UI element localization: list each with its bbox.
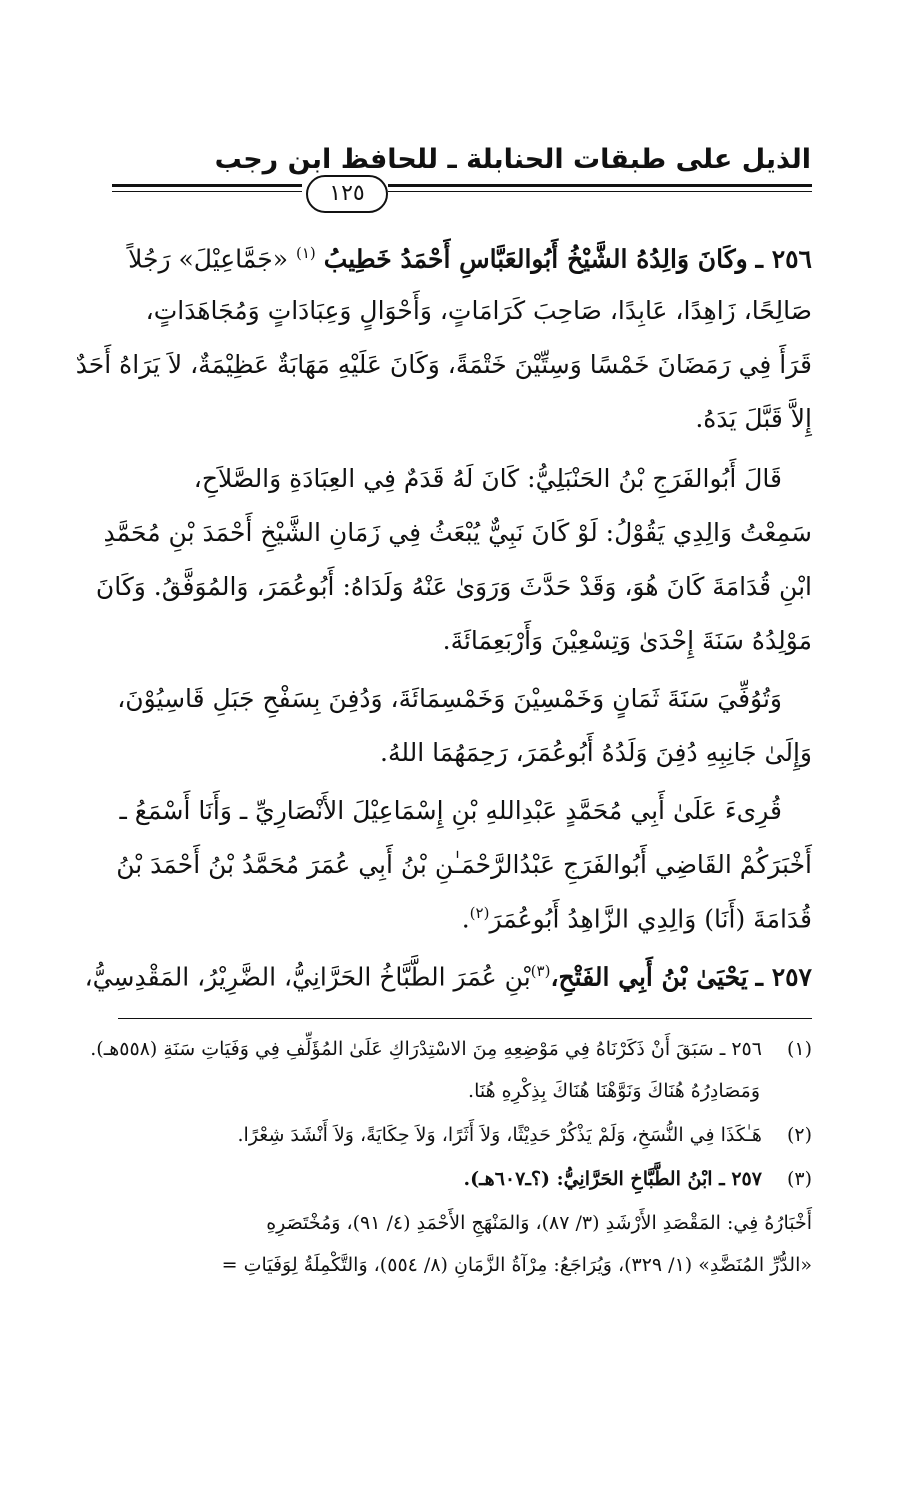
para-2-line-4: مَوْلِدُهُ سَنَةَ إِحْدَىٰ وَتِسْعِيْنَ وَأَرْبَعِمَائَةَ. <box>442 626 812 655</box>
entry-257-line-1 <box>84 962 812 992</box>
footnote-1-number: (١) <box>786 1038 812 1060</box>
header-rule <box>112 175 812 213</box>
footnote-2 <box>110 1124 812 1146</box>
footnote-3-line-3 <box>118 1254 812 1276</box>
para-4-line-1: قُرِىءَ عَلَىٰ أَبِي مُحَمَّدٍ عَبْدِاللهِ بْنِ إِسْمَاعِيْلَ الأَنْصَارِيِّ ـ وَأَنَا أَسْمَعُ ـ <box>119 796 782 825</box>
entry-256-line-2: صَالِحًا، زَاهِدًا، عَابِدًا، صَاحِبَ كَرَامَاتٍ، وَأَحْوَالٍ وَعِبَادَاتٍ وَمُجَاهَدَاتٍ، <box>145 296 812 325</box>
para-3-line-2: وَإِلَىٰ جَانِبِهِ دُفِنَ وَلَدُهُ أَبُوعُمَرَ، رَحِمَهُمَا اللهُ. <box>380 738 812 767</box>
para-4-line-3-text: قُدَامَةَ (أَنَا) وَالِدِي الزَّاهِدُ أَبُوعُمَرَ <box>489 904 812 934</box>
footnote-ref-2: (٢) <box>469 904 490 922</box>
para-2-line-2: سَمِعْتُ وَالِدِي يَقُوْلُ: لَوْ كَانَ نَبِيٌّ يُبْعَثُ فِي زَمَانِ الشَّيْخِ أَحْمَدَ بْنِ مُحَمَّدِ <box>103 518 812 547</box>
entry-256-line-3: قَرَأَ فِي رَمَضَانَ خَمْسًا وَسِتِّيْنَ خَتْمَةً، وَكَانَ عَلَيْهِ مَهَابَةٌ عَظِيْمَةٌ، لاَ يَرَاهُ أَحَدٌ <box>75 350 812 379</box>
footnote-3-text-cont-1: أَخْبَارُهُ فِي: المَقْصَدِ الأَرْشَدِ (٣/ ٨٧)، وَالمَنْهَجِ الأَحْمَدِ (٤/ ٩١)، وَمُخْتَصَرِهِ <box>266 1212 812 1234</box>
running-header-title: الذيل على طبقات الحنابلة ـ للحافظ ابن رجب <box>214 144 811 175</box>
footnote-2-text: هَـٰكَذَا فِي النُّسَخِ، وَلَمْ يَذْكُرْ حَدِيْثًا، وَلاَ أَثَرًا، وَلاَ حِكَايَةً، وَلاَ أَنْشَدَ شِعْرًا. <box>237 1124 762 1146</box>
para-4-line-2: أَخْبَرَكُمْ القَاضِي أَبُوالفَرَجِ عَبْدُالرَّحْمَـٰنِ بْنُ أَبِي عُمَرَ مُحَمَّدُ بْنُ أَحْمَدَ بْنُ <box>116 850 812 879</box>
para-2-line-1: قَالَ أَبُوالفَرَجِ بْنُ الحَنْبَلِيُّ: كَانَ لَهُ قَدَمٌ فِي العِبَادَةِ وَالصَّلاَحِ، <box>193 464 782 493</box>
footnote-1-line-1 <box>90 1038 812 1060</box>
para-3-line-1: وَتُوُفِّيَ سَنَةَ ثَمَانٍ وَخَمْسِيْنَ وَخَمْسِمَائَةَ، وَدُفِنَ بِسَفْحِ جَبَلِ قَاسِيُوْنَ، <box>117 684 782 713</box>
footnote-3-line-2 <box>118 1212 812 1234</box>
footnote-separator <box>118 1018 812 1019</box>
entry-257-heading: يَحْيَىٰ بْنُ أَبِي الفَتْحِ، <box>550 962 748 992</box>
footnote-2-number: (٢) <box>786 1124 812 1146</box>
footnote-ref-1: (١) <box>295 244 316 262</box>
entry-256-number: ٢٥٦ ـ <box>755 244 812 274</box>
para-4-line-3 <box>118 904 812 933</box>
footnote-3-number: (٣) <box>786 1168 812 1190</box>
entry-257-rest: بْنِ عُمَرَ الطَّبَّاخُ الحَرَّانِيُّ، الضَّرِيْرُ، المَقْدِسِيُّ، <box>84 962 531 992</box>
header-rule-left-thin <box>112 191 302 192</box>
header-rule-left-thick <box>112 184 302 187</box>
footnote-1-text-cont: وَمَصَادِرُهُ هُنَاكَ وَنَوَّهْنَا هُنَاكَ بِذِكْرِهِ هُنَا. <box>468 1080 760 1102</box>
header-rule-right-thick <box>388 184 812 187</box>
entry-257-number: ٢٥٧ ـ <box>755 962 812 992</box>
page-number: ١٢٥ <box>306 175 388 213</box>
para-4-line-3-end: . <box>461 904 470 934</box>
para-2-line-3: ابْنِ قُدَامَةَ كَانَ هُوَ، وَقَدْ حَدَّثَ وَرَوَىٰ عَنْهُ وَلَدَاهُ: أَبُوعُمَرَ، وَالمُوَفَّقُ. وَكَانَ <box>95 572 812 601</box>
header-rule-right-thin <box>388 191 812 192</box>
entry-256-heading: وكَانَ وَالِدُهُ الشَّيْخُ أَبُوالعَبَّاسِ أَحْمَدُ خَطِيبُ <box>323 244 748 274</box>
entry-256-line-1 <box>118 244 812 273</box>
entry-256-line-1-rest: «جَمَّاعِيْلَ» رَجُلاً <box>128 244 288 274</box>
footnote-1-line-2 <box>110 1080 760 1102</box>
entry-256-line-4: إِلاَّ قَبَّلَ يَدَهُ. <box>695 404 812 433</box>
footnote-1-text: ٢٥٦ ـ سَبَقَ أَنْ ذَكَرْنَاهُ فِي مَوْضِعِهِ مِنَ الاسْتِدْرَاكِ عَلَىٰ المُؤَلِّفِ فِي وَفَيَاتِ سَنَةِ (٥٥٨هـ). <box>90 1038 762 1060</box>
footnote-3-text: ٢٥٧ ـ ابْنُ الطَّبَّاخِ الحَرَّانِيُّ: (؟ـ٦٠٧هـ). <box>463 1168 762 1190</box>
footnote-ref-3: (٣) <box>530 962 551 980</box>
footnote-3-line-1 <box>110 1168 812 1190</box>
footnote-3-text-cont-2: «الدُّرِّ المُنَضَّدِ» (١/ ٣٢٩)، وَيُرَاجَعُ: مِرْآةُ الزَّمَانِ (٨/ ٥٥٤)، وَالتَّكْمِلَةُ لِوَفَيَاتِ = <box>221 1254 812 1276</box>
